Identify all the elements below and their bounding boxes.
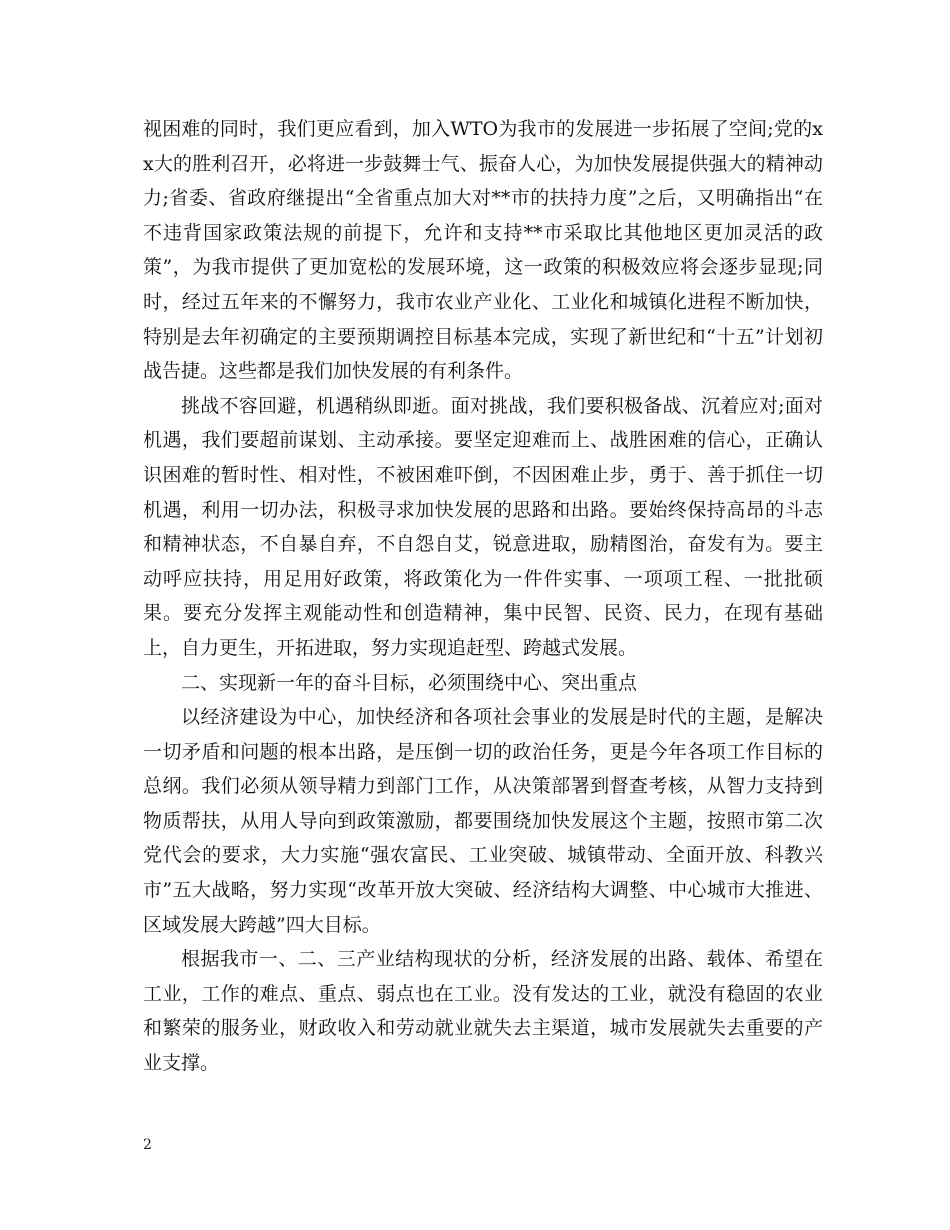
paragraph-1: 视困难的同时，我们更应看到，加入WTO为我市的发展进一步拓展了空间;党的xx大的胜利召开，必将进一步鼓舞士气、振奋人心，为加快发展提供强大的精神动力;省委、省政府继提出“全省重点加大对**市的扶持力度”之后，又明确指出“在不违背国家政策法规的前提下，允许和支持**市采取比其他地区更加灵活的政策”，为我市提供了更加宽松的发展环境，这一政策的积极效应将会逐步显现;同时，经过五年来的不懈努力，我市农业产业化、工业化和城镇化进程不断加快，特别是去年初确定的主要预期调控目标基本完成，实现了新世纪和“十五”计划初战告捷。这些都是我们加快发展的有利条件。 [143,118,823,383]
paragraph-3: 以经济建设为中心，加快经济和各项社会事业的发展是时代的主题，是解决一切矛盾和问题的根本出路，是压倒一切的政治任务，更是今年各项工作目标的总纲。我们必须从领导精力到部门工作，从决策部署到督查考核，从智力支持到物质帮扶，从用人导向到政策激励，都要围绕加快发展这个主题，按照市第二次党代会的要求，大力实施“强农富民、工业突破、城镇带动、全面开放、科教兴市”五大战略，努力实现“改革开放大突破、经济结构大调整、中心城市大推进、区域发展大跨越”四大目标。 [143,706,823,936]
document-body [143,112,823,1081]
paragraph-2: 挑战不容回避，机遇稍纵即逝。面对挑战，我们要积极备战、沉着应对;面对机遇，我们要超前谋划、主动承接。要坚定迎难而上、战胜困难的信心，正确认识困难的暂时性、相对性，不被困难吓倒，不因困难止步，勇于、善于抓住一切机遇，利用一切办法，积极寻求加快发展的思路和出路。要始终保持高昂的斗志和精神状态，不自暴自弃，不自怨自艾，锐意进取，励精图治，奋发有为。要主动呼应扶持，用足用好政策，将政策化为一件件实事、一项项工程、一批批硕果。要充分发挥主观能动性和创造精神，集中民智、民资、民力，在现有基础上，自力更生，开拓进取，努力实现追赶型、跨越式发展。 [143,394,823,659]
page-number: 2 [143,1137,152,1153]
section-heading: 二、实现新一年的奋斗目标，必须围绕中心、突出重点 [181,671,638,694]
paragraph-4: 根据我市一、二、三产业结构现状的分析，经济发展的出路、载体、希望在工业，工作的难点、重点、弱点也在工业。没有发达的工业，就没有稳固的农业和繁荣的服务业，财政收入和劳动就业就失去主渠道，城市发展就失去重要的产业支撑。 [143,948,823,1075]
